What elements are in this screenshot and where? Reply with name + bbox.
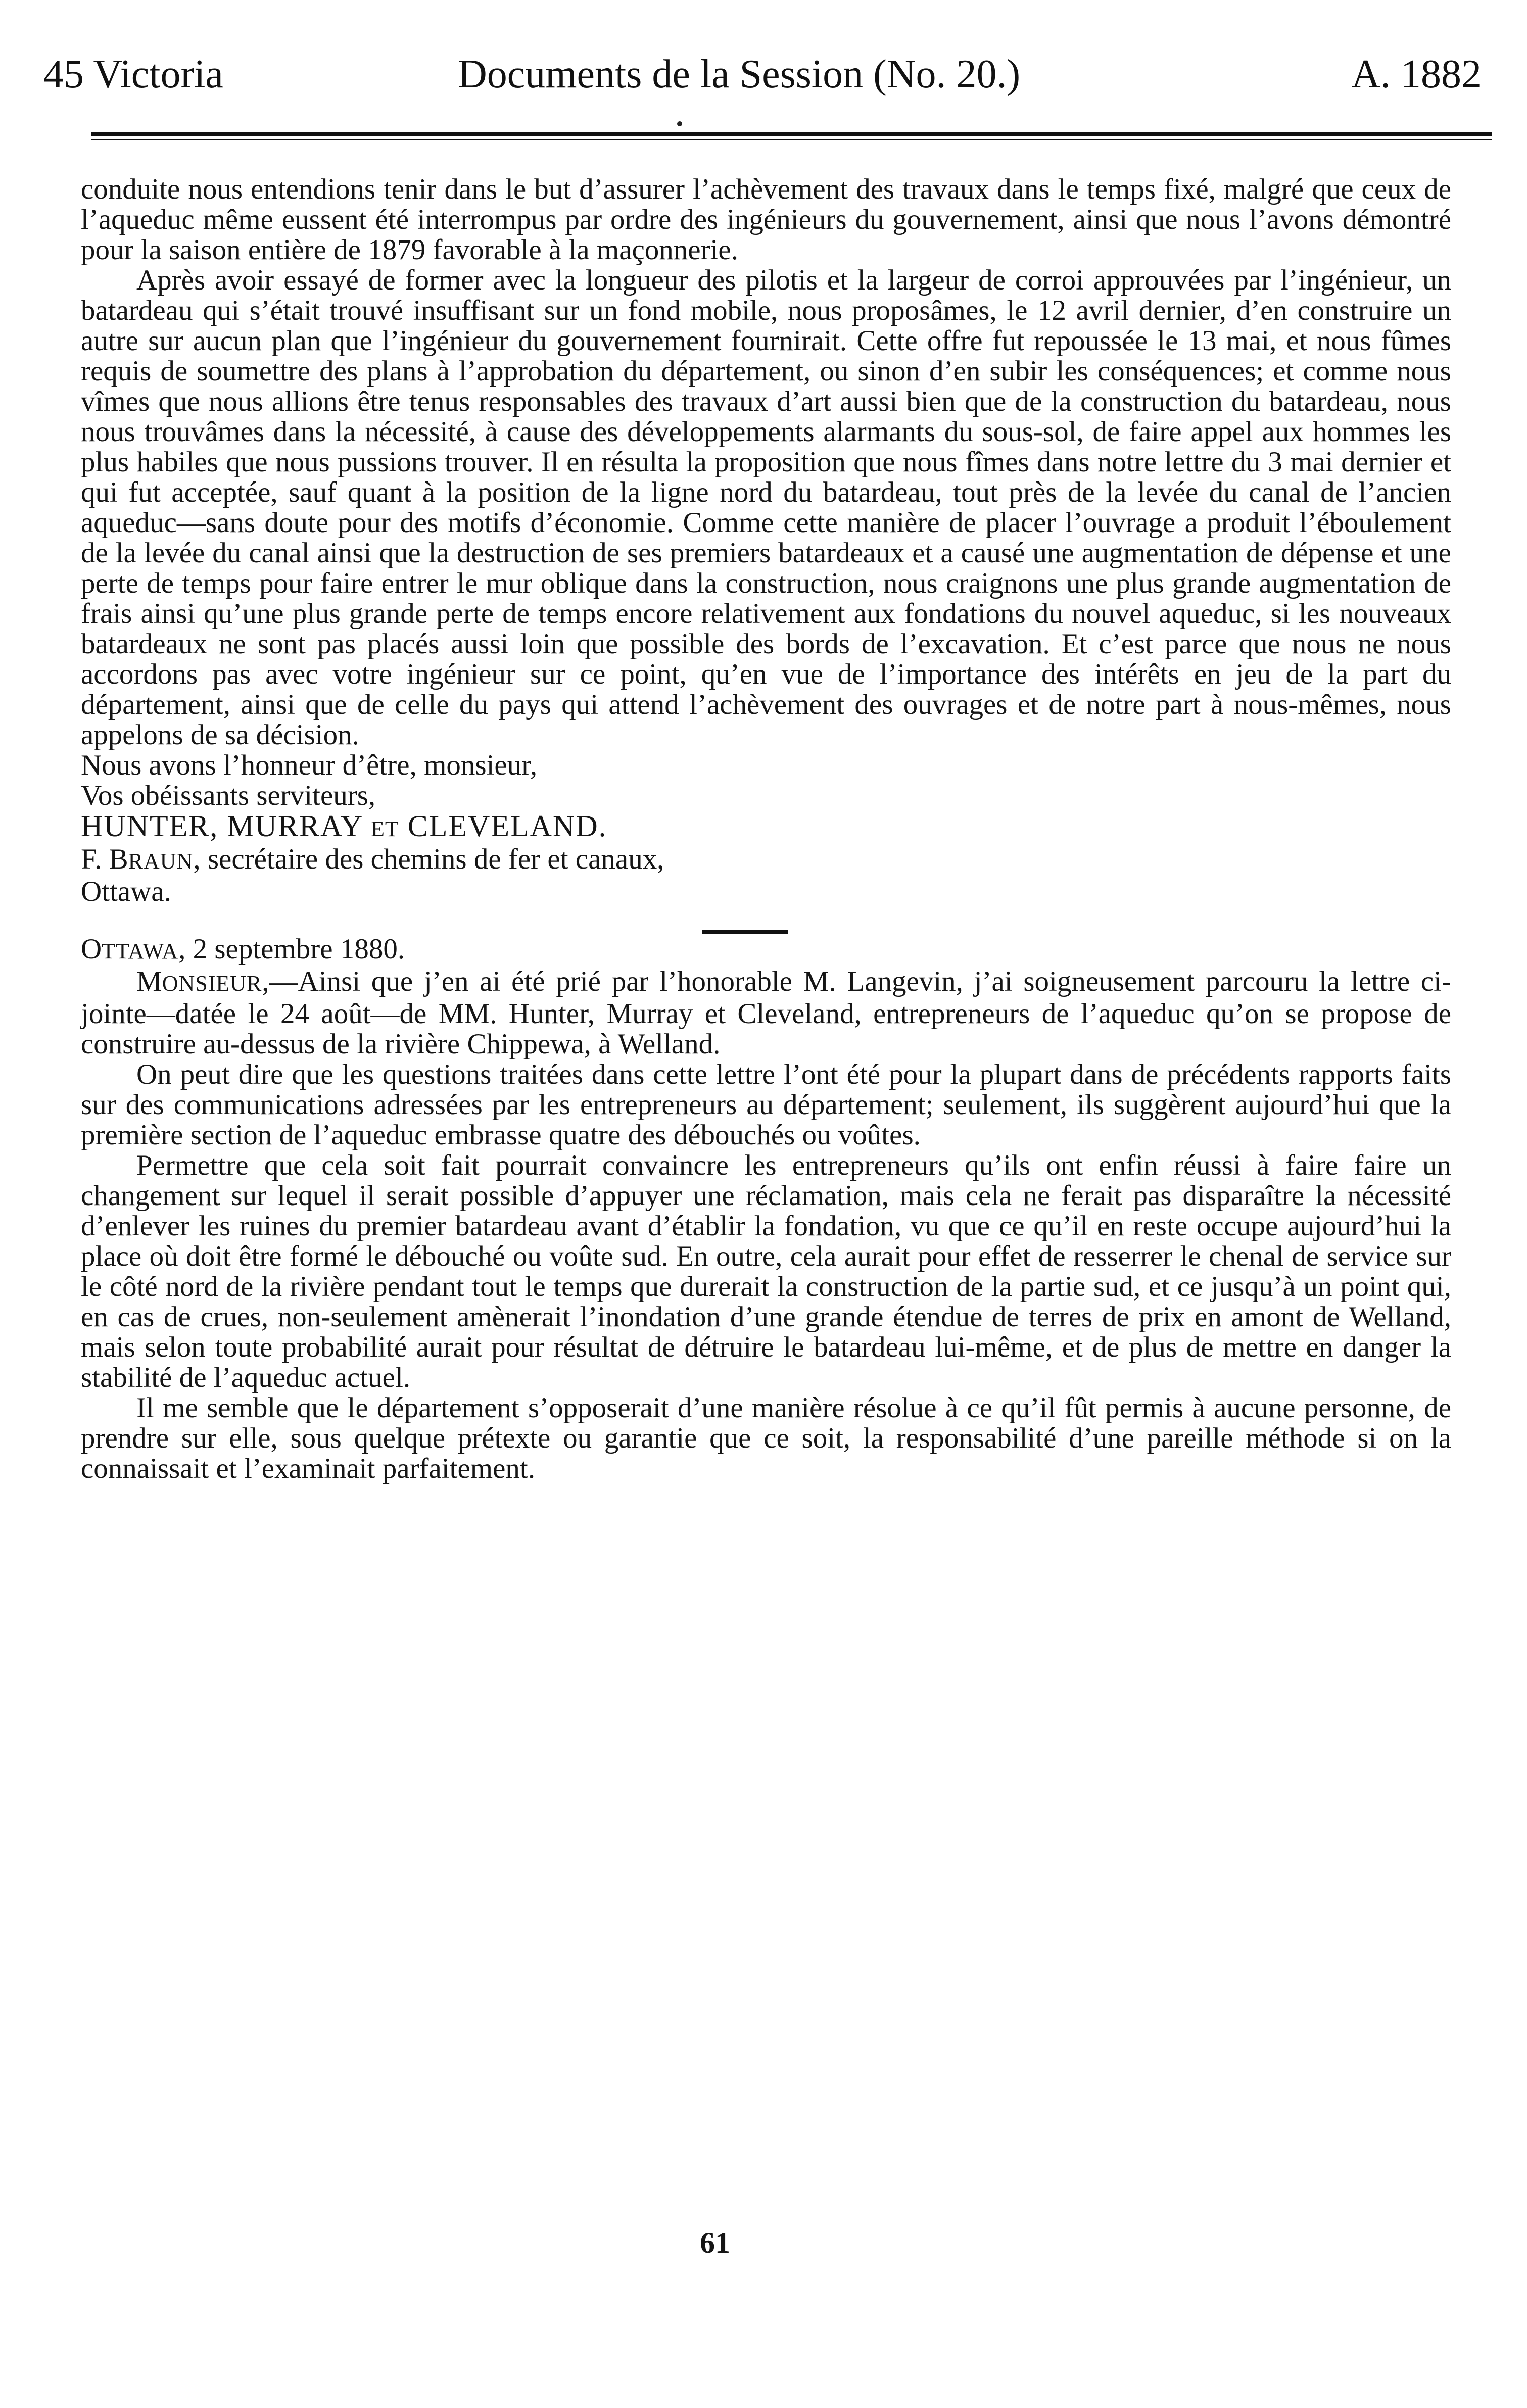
signature-et: ET <box>370 816 399 841</box>
header-year: A. 1882 <box>1351 52 1482 97</box>
closing-formula: Nous avons l’honneur d’être, monsieur, <box>81 749 538 781</box>
header-rule-thin <box>91 139 1492 140</box>
dateline-date: , 2 septembre 1880. <box>178 933 405 965</box>
header-rule-thick <box>91 132 1492 136</box>
letter-dateline <box>81 934 1451 967</box>
header-title: Documents de la Session (No. 20.) <box>458 52 1021 97</box>
letter-paragraph-3: Permettre que cela soit fait pourrait convaincre les entrepreneurs qu’ils ont enfin réussi à faire faire un changement sur lequel il serait possible d’appuyer une réclamation, mais cela ne ferait pas disparaître la nécessité d’enlever les ruines du premier batardeau avant d’établir la fondation, vu que ce qu’il en reste occupe aujourd’hui la place où doit être formé le débouché ou voûte sud. En outre, cela aurait pour effet de resserrer le chenal de service sur le côté nord de la rivière pendant tout le temps que durerait la construction de la partie sud, et ce jusqu’à un point qui, en cas de crues, non-seulement amènerait l’inondation d’une grande étendue de terres de prix en amont de Welland, mais selon toute probabilité aurait pour résultat de détruire le batardeau lui-même, et de plus de mettre en danger la stabilité de l’aqueduc actuel. <box>81 1149 1451 1393</box>
header-dot <box>677 121 682 126</box>
letter-opening-paragraph <box>81 967 1451 1059</box>
page-body <box>81 174 1451 1484</box>
running-header <box>43 46 1497 102</box>
letter-paragraph-1: ,—Ainsi que j’en ai été prié par l’honorable M. Langevin, j’ai soigneusement parcouru la lettre ci-jointe—datée le 24 août—de MM. Hunter, Murray et Cleveland, entrepreneurs de l’aqueduc qu’on se propose de construire au-dessus de la rivière Chippewa, à Welland. <box>81 966 1451 1060</box>
dateline-city-initial: O <box>81 933 102 965</box>
closing-servants: Vos obéissants serviteurs, <box>81 780 376 811</box>
paragraph-continued: conduite nous entendions tenir dans le but d’assurer l’achèvement des travaux dans le temps fixé, malgré que ceux de l’aqueduc même eussent été interrompus par ordre des ingénieurs du gouvernement, ainsi que nous l’avons démontré pour la saison entière de 1879 favorable à la maçonnerie. <box>81 173 1451 266</box>
page-number: 61 <box>700 2226 730 2259</box>
addressee-name-rest: RAUN <box>128 849 194 874</box>
paragraph-batardeau: Après avoir essayé de former avec la longueur des pilotis et la largeur de corroi approuvées par l’ingénieur, un batardeau qui s’était trouvé insuffisant sur un fond mobile, nous proposâmes, le 12 avril dernier, d’en construire un autre sur aucun plan que l’ingénieur du gouvernement fournirait. Cette offre fut repoussée le 13 mai, et nous fûmes requis de soumettre des plans à l’approbation du département, ou sinon d’en subir les conséquences; et comme nous vîmes que nous allions être tenus responsables des travaux d’art aussi bien que de la construction du batardeau, nous nous trouvâmes dans la nécessité, à cause des développements alarmants du sous-sol, de faire appel aux hommes les plus habiles que nous pussions trouver. Il en résulta la proposition que nous fîmes dans notre lettre du 3 mai dernier et qui fut acceptée, sauf quant à la position de la ligne nord du batardeau, tout près de la levée du canal de l’ancien aqueduc—sans doute pour des motifs d’économie. Comme cette manière de placer l’ouvrage a produit l’éboulement de la levée du canal ainsi que la destruction de ses premiers batardeaux et a causé une augmentation de dépense et une perte de temps pour faire entrer le mur oblique dans la construction, nous craignons une plus grande augmentation de frais ainsi qu’une plus grande perte de temps encore relativement aux fondations du nouvel aqueduc, si les nouveaux batardeaux ne sont pas placés aussi loin que possible des bords de l’excavation. Et c’est parce que nous ne nous accordons pas avec votre ingénieur sur ce point, qu’en vue de l’importance des intérêts en jeu de la part du département, ainsi que de celle du pays qui attend l’achèvement des ouvrages et de notre part à nous-mêmes, nous appelons de sa décision. <box>81 264 1451 751</box>
addressee-line <box>81 844 1451 877</box>
signature-names-b: CLEVELAND. <box>399 809 607 843</box>
salutation-rest: ONSIEUR <box>162 971 262 996</box>
addressee-initial: F. B <box>81 843 128 875</box>
salutation-initial: M <box>136 966 162 997</box>
dateline-city-rest: TTAWA <box>102 939 179 964</box>
header-volume: 45 Victoria <box>43 52 223 97</box>
letter-paragraph-2: On peut dire que les questions traitées dans cette lettre l’ont été pour la plupart dans de précédents rapports faits sur des communications adressées par les entrepreneurs au département; seulement, ils suggèrent aujourd’hui que la première section de l’aqueduc embrasse quatre des débouchés ou voûtes. <box>81 1058 1451 1151</box>
addressee-title: , secrétaire des chemins de fer et canaux, <box>193 843 664 875</box>
signature-names-a: HUNTER, MURRAY <box>81 809 371 843</box>
section-separator <box>702 930 788 934</box>
signature <box>81 811 1451 844</box>
letter-paragraph-4: Il me semble que le département s’opposerait d’une manière résolue à ce qu’il fût permis à aucune personne, de prendre sur elle, sous quelque prétexte ou garantie que ce soit, la responsabilité d’une pareille méthode si on la connaissait et l’examinait parfaitement. <box>81 1392 1451 1484</box>
addressee-city: Ottawa. <box>81 876 171 907</box>
